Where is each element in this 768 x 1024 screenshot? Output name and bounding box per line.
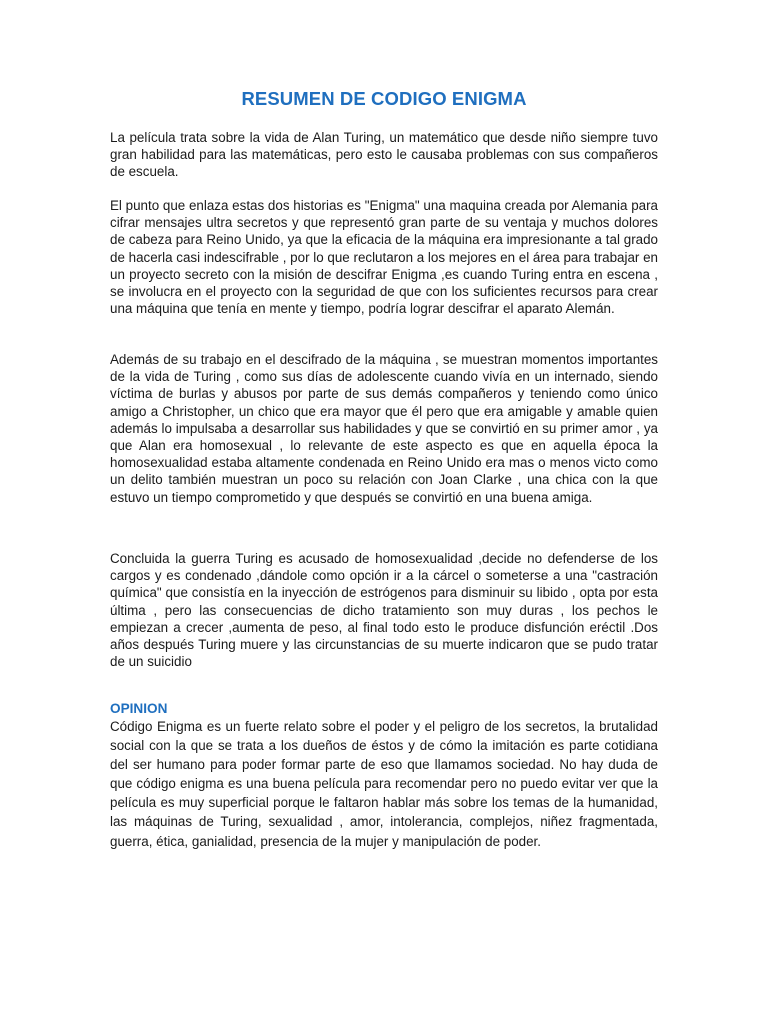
paragraph-enigma: El punto que enlaza estas dos historias es "Enigma" una maquina creada por Alemania para cifrar mensajes ultra secretos y que representó gran parte de su ventaja y muchos dolores de cabeza para Reino Unido, ya que la eficacia de la máquina era impresionante a tal grado de hacerla casi indescifrable , por lo que reclutaron a los mejores en el área para trabajar en un proyecto secreto con la misión de descifrar Enigma ,es cuando Turing entra en escena , se involucra en el proyecto con la seguridad de que con los suficientes recursos para crear una máquina que tenía en mente y tiempo, podría lograr descifrar el aparato Alemán. [110, 198, 658, 317]
paragraph-intro: La película trata sobre la vida de Alan Turing, un matemático que desde niño siempre tuvo gran habilidad para las matemáticas, pero esto le causaba problemas con sus compañeros de escuela. [110, 130, 658, 180]
paragraph-postwar: Concluida la guerra Turing es acusado de homosexualidad ,decide no defenderse de los cargos y es condenado ,dándole como opción ir a la cárcel o someterse a una "castración química" que consistía en la inyección de estrógenos para disminuir su libido , opta por esta última , pero las consecuencias de dicho tratamiento son muy duras , los pechos le empiezan a crecer ,aumenta de peso, al final todo esto le produce disfunción eréctil .Dos años después Turing muere y las circunstancias de su muerte indicaron que se pudo tratar de un suicidio [110, 551, 658, 670]
document-title: RESUMEN DE CODIGO ENIGMA [241, 88, 527, 109]
paragraph-life: Además de su trabajo en el descifrado de la máquina , se muestran momentos importantes de la vida de Turing , como sus días de adolescente cuando vivía en un internado, siendo víctima de burlas y abusos por parte de sus demás compañeros y teniendo como único amigo a Christopher, un chico que era mayor que él pero que era amigable y amable quien además lo impulsaba a desarrollar sus habilidades y que se convirtió en su primer amor , ya que Alan era homosexual , lo relevante de este aspecto es que en aquella época la homosexualidad estaba altamente condenada en Reino Unido era mas o menos victo como un delito también muestran un poco su relación con Joan Clarke , una chica con la que estuvo un tiempo comprometido y que después se convirtió en una buena amiga. [110, 352, 658, 505]
paragraph-opinion: Código Enigma es un fuerte relato sobre el poder y el peligro de los secretos, la brutalidad social con la que se trata a los dueños de éstos y de cómo la imitación es parte cotidiana del ser humano para poder formar parte de eso que llamamos sociedad. No hay duda de que código enigma es una buena película para recomendar pero no puedo evitar ver que la película es muy superficial porque le faltaron hablar más sobre los temas de la humanidad, las máquinas de Turing, sexualidad , amor, intolerancia, complejos, niñez fragmentada, guerra, ética, ganialidad, presencia de la mujer y manipulación de poder. [110, 719, 658, 849]
opinion-heading: OPINION [110, 701, 168, 716]
